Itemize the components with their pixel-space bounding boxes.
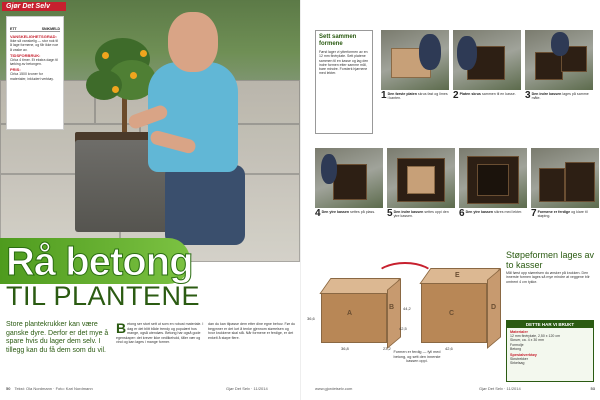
orange-fruit	[130, 72, 137, 79]
step-caption	[381, 92, 449, 101]
step-number: 2	[453, 90, 459, 101]
drop-cap: B	[116, 320, 127, 336]
materials-item: Betong	[510, 346, 522, 351]
step-photo	[387, 148, 455, 208]
step-caption	[315, 208, 383, 219]
body-column	[116, 322, 204, 345]
materials-section-title: Materialer	[510, 330, 528, 334]
article-subtitle: TIL PLANTENE	[6, 281, 201, 311]
step-caption	[459, 208, 527, 219]
man-legs	[165, 165, 245, 245]
part-letter: D	[491, 304, 497, 311]
step-5	[387, 148, 455, 219]
step-number: 3	[525, 90, 531, 101]
dimension-label: 42,5	[399, 326, 407, 331]
step-text: sikres med lekter.	[494, 210, 523, 214]
part-letter: A	[347, 310, 353, 317]
step-caption	[525, 92, 593, 101]
worker	[551, 32, 569, 56]
dimension-label: 36,8	[341, 346, 349, 351]
step-photo	[453, 30, 521, 90]
part-letter: E	[455, 272, 460, 279]
step-text: lages på samme måte.	[531, 92, 589, 101]
step-photo	[381, 30, 449, 90]
materials-item: Skrutrekker	[510, 357, 528, 362]
worker	[321, 154, 337, 184]
step-caption	[453, 90, 521, 101]
materials-item: Skruer, ca. 4 x 30 mm	[510, 338, 545, 343]
step-4	[315, 148, 383, 218]
dimension-label: 36,6	[307, 316, 315, 321]
orange-fruit	[102, 52, 109, 59]
plywood-box	[539, 168, 565, 202]
materials-box	[506, 320, 594, 382]
facts-box	[6, 16, 64, 130]
facts-header	[10, 27, 60, 32]
form-description: Mål først opp størrelsen du ønsker på krukken. Den innerste formen lages så mye mindre at veggene blir omtrent 4 cm tykke.	[506, 271, 590, 284]
worker	[419, 34, 441, 70]
formwork-diagram	[307, 260, 501, 368]
step-lead: Formene er ferdige	[537, 210, 571, 214]
step-lead: Den indre kassen	[393, 210, 424, 214]
issue-line: Gjør Det Selv · 11/2014	[226, 386, 268, 391]
orange-fruit	[112, 86, 119, 93]
step-photo	[315, 148, 383, 208]
body-text: dan du kan tilpasse dem etter dine egne behov. Før du begynner er det lurt å tenke gjennom størrelsen og hvor krukkene skal stå. Når formene er ferdige, er det enkelt å støpe flere.	[208, 322, 296, 340]
page-number: 53	[590, 386, 595, 391]
dimension-label: 23,2	[383, 346, 391, 351]
materials-heading: DETTE HAR VI BRUKT	[507, 321, 593, 328]
foliage	[86, 70, 122, 100]
form-heading: Støpeformen lages av to kasser	[506, 250, 595, 270]
step-text: sammen til en kasse.	[481, 92, 516, 96]
step-text: settes oppi den ytre kassen.	[393, 210, 449, 219]
step-2	[453, 30, 521, 100]
step-photo	[459, 148, 527, 208]
credit-line: Tekst: Ola Nordmann · Foto: Kari Nordmann	[14, 386, 93, 391]
worker	[457, 36, 477, 70]
materials-item: Sirkelsag	[510, 361, 525, 366]
facts-section-text: Cirka 4 timer. Et ekstra døgn til tørking av betongen.	[10, 57, 58, 67]
facts-section-head: TIDSFORBRUK:	[10, 52, 41, 58]
part-letter: B	[389, 304, 395, 311]
step-number: 6	[459, 208, 465, 219]
step-number: 5	[387, 208, 393, 219]
diagram-note: Formen er ferdig — fyll med betong, og sett den innerste kassen oppi.	[393, 350, 441, 363]
step-caption	[387, 210, 455, 219]
step-6	[459, 148, 527, 218]
step-3	[525, 30, 593, 101]
inner-box	[477, 164, 509, 196]
materials-section-title: Spesialverktøy	[510, 353, 537, 358]
insert-arrow	[375, 262, 435, 292]
facts-section-text: Ikke så vanskelig — stor nok til å lage formene, og får ikke noe å vaske av.	[10, 39, 59, 52]
website-link: www.gjordetselv.com	[315, 386, 353, 391]
section-tag: Gjør Det Selv	[2, 2, 66, 11]
assembly-text: Først lager vi ytterformen av en 12 mm finérplate. Sett platene sammen til en kasse og lag den indre formen etter samme mål, bare mindre. Forsterk hjørnene med lekter.	[319, 50, 369, 76]
facts-section-head: PRIS:	[10, 67, 21, 73]
orange-fruit	[140, 50, 147, 57]
body-text: etong ser stort sett ut som en robust materiale. I dag er det blitt både trendy og populært hos mange, også utendørs. Betong har også gode egenskaper: det krever ikke vedlikehold, tåler vær og vind og kan lages i mange former.	[116, 322, 204, 345]
part-letter: C	[449, 310, 455, 317]
assembly-intro-box	[315, 30, 373, 134]
materials-item: Formolje	[510, 342, 524, 347]
facts-header-col2: SNIKMELD	[41, 27, 60, 31]
dimension-label: 42,6	[445, 346, 453, 351]
step-number: 4	[315, 208, 321, 219]
body-column	[208, 322, 296, 340]
article-intro: Store plantekrukker kan være ganske dyre. Derfor er det mye å spare hvis du lager dem selv. I tillegg kan du få dem som du vil.	[6, 321, 109, 354]
step-lead: Den første platen	[387, 92, 417, 96]
plywood-box	[535, 52, 563, 80]
inner-box	[407, 166, 435, 194]
issue-line: Gjør Det Selv · 11/2014	[479, 386, 521, 391]
step-photo	[525, 30, 593, 90]
dimension-label: 44,2	[403, 306, 411, 311]
right-page	[300, 0, 600, 400]
step-text: skrus fast og limes i kanten.	[387, 92, 448, 101]
step-photo	[531, 148, 599, 208]
plywood-box	[565, 162, 595, 202]
step-caption	[531, 210, 599, 219]
step-number: 7	[531, 208, 537, 219]
step-text: settes på plass.	[350, 210, 376, 214]
facts-section-text: Cirka 1500 kroner for materialer, inkludert verktøy.	[10, 72, 54, 81]
box-front	[321, 293, 387, 343]
step-text: og klare til støping.	[537, 210, 588, 219]
step-lead: Den indre kassen	[531, 92, 562, 96]
step-number: 1	[381, 90, 387, 101]
materials-item: 12 mm finérplate, 2,50 x 120 cm	[510, 334, 560, 338]
step-lead: Den ytre kassen	[465, 210, 494, 214]
step-lead: Platen skrus	[459, 92, 481, 96]
facts-section-head: VANSKELIGHETSGRAD:	[10, 34, 57, 39]
assembly-title: Sett sammen formene	[319, 34, 357, 47]
step-7	[531, 148, 599, 219]
facts-header-col1: ETT	[10, 27, 17, 31]
plywood-box	[333, 164, 367, 200]
left-folio	[6, 386, 294, 391]
step-1	[381, 30, 449, 101]
man-head	[168, 12, 218, 72]
article-title: Rå betong	[6, 240, 193, 284]
step-lead: Den ytre kassen	[321, 210, 350, 214]
page-number: 50	[6, 386, 11, 391]
